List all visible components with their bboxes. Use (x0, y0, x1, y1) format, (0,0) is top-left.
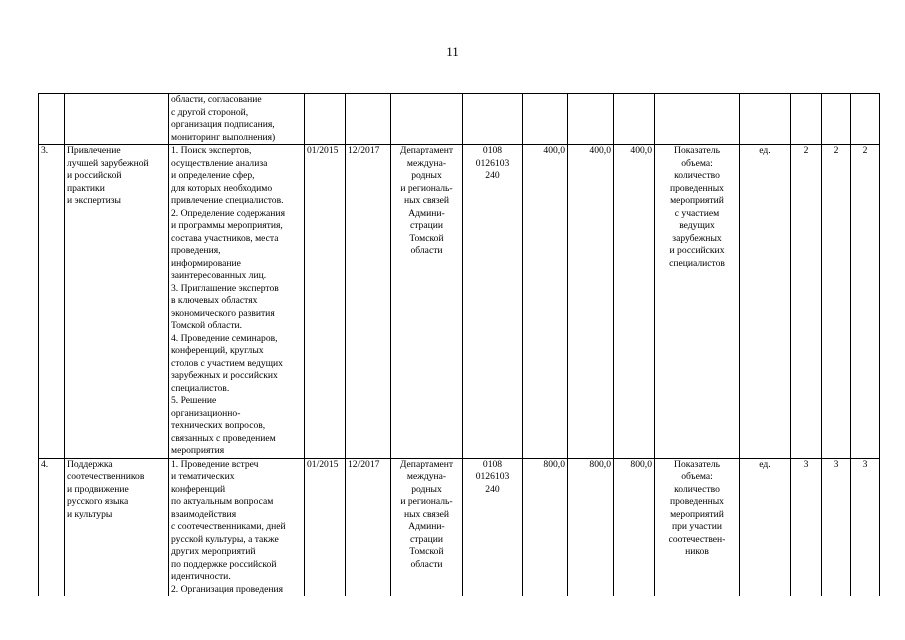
funding-2015-cell (523, 94, 568, 145)
funding-2015-cell: 400,0 (523, 145, 568, 459)
unit-cell (740, 94, 791, 145)
budget-code-cell: 0108 0126103 240 (463, 145, 523, 459)
table-row (39, 94, 880, 145)
target-2017-cell (851, 94, 880, 145)
start-date-cell (305, 94, 346, 145)
activity-name-cell: Поддержка соотечественников и продвижение русского языка и культуры (65, 458, 169, 596)
target-2017-cell: 3 (851, 458, 880, 596)
activity-steps-cell: 1. Проведение встреч и тематических конференций по актуальным вопросам взаимодействия с соотечественниками, дней русской культуры, а также других мероприятий по поддержке российской идентичности. 2. Организация проведения (169, 458, 305, 596)
target-2017-cell: 2 (851, 145, 880, 459)
funding-2016-cell: 800,0 (568, 458, 614, 596)
page-number: 11 (446, 44, 459, 59)
activity-name-cell (65, 94, 169, 145)
activity-name-cell: Привлечение лучшей зарубежной и российской практики и экспертизы (65, 145, 169, 459)
funding-2016-cell: 400,0 (568, 145, 614, 459)
target-2016-cell: 3 (822, 458, 851, 596)
activity-steps-cell: области, согласование с другой стороной, организация подписания, мониторинг выполнения) (169, 94, 305, 145)
start-date-cell: 01/2015 (305, 145, 346, 459)
row-number-cell: 3. (39, 145, 65, 459)
table-row (39, 458, 880, 596)
program-activities-table (38, 93, 880, 596)
indicator-cell: Показатель объема: количество проведенных мероприятий с участием ведущих зарубежных и российских специалистов (655, 145, 740, 459)
target-2015-cell: 2 (791, 145, 822, 459)
activity-steps-cell: 1. Поиск экспертов, осуществление анализа и определение сфер, для которых необходимо привлечение специалистов. 2. Определение содержания и программы мероприятия, состава участников, места проведения, информирование заинтересованных лиц. 3. Приглашение экспертов в ключевых областях экономического развития Томской области. 4. Проведение семинаров, конференций, круглых столов с участием ведущих зарубежных и российских специалистов. 5. Решение организационно- технических вопросов, связанных с проведением мероприятия (169, 145, 305, 459)
funding-2015-cell: 800,0 (523, 458, 568, 596)
end-date-cell: 12/2017 (346, 145, 391, 459)
end-date-cell: 12/2017 (346, 458, 391, 596)
budget-code-cell: 0108 0126103 240 (463, 458, 523, 596)
unit-cell: ед. (740, 458, 791, 596)
start-date-cell: 01/2015 (305, 458, 346, 596)
budget-code-cell (463, 94, 523, 145)
row-number-cell (39, 94, 65, 145)
funding-2017-cell: 800,0 (614, 458, 655, 596)
funding-2016-cell (568, 94, 614, 145)
unit-cell: ед. (740, 145, 791, 459)
target-2015-cell: 3 (791, 458, 822, 596)
executor-cell: Департамент междуна- родных и региональ- ных связей Админи- страции Томской области (391, 145, 463, 459)
funding-2017-cell (614, 94, 655, 145)
target-2016-cell: 2 (822, 145, 851, 459)
end-date-cell (346, 94, 391, 145)
funding-2017-cell: 400,0 (614, 145, 655, 459)
target-2015-cell (791, 94, 822, 145)
executor-cell: Департамент междуна- родных и региональ- ных связей Админи- страции Томской области (391, 458, 463, 596)
executor-cell (391, 94, 463, 145)
row-number-cell: 4. (39, 458, 65, 596)
indicator-cell: Показатель объема: количество проведенных мероприятий при участии соотечествен- ников (655, 458, 740, 596)
table-row (39, 145, 880, 459)
target-2016-cell (822, 94, 851, 145)
indicator-cell (655, 94, 740, 145)
